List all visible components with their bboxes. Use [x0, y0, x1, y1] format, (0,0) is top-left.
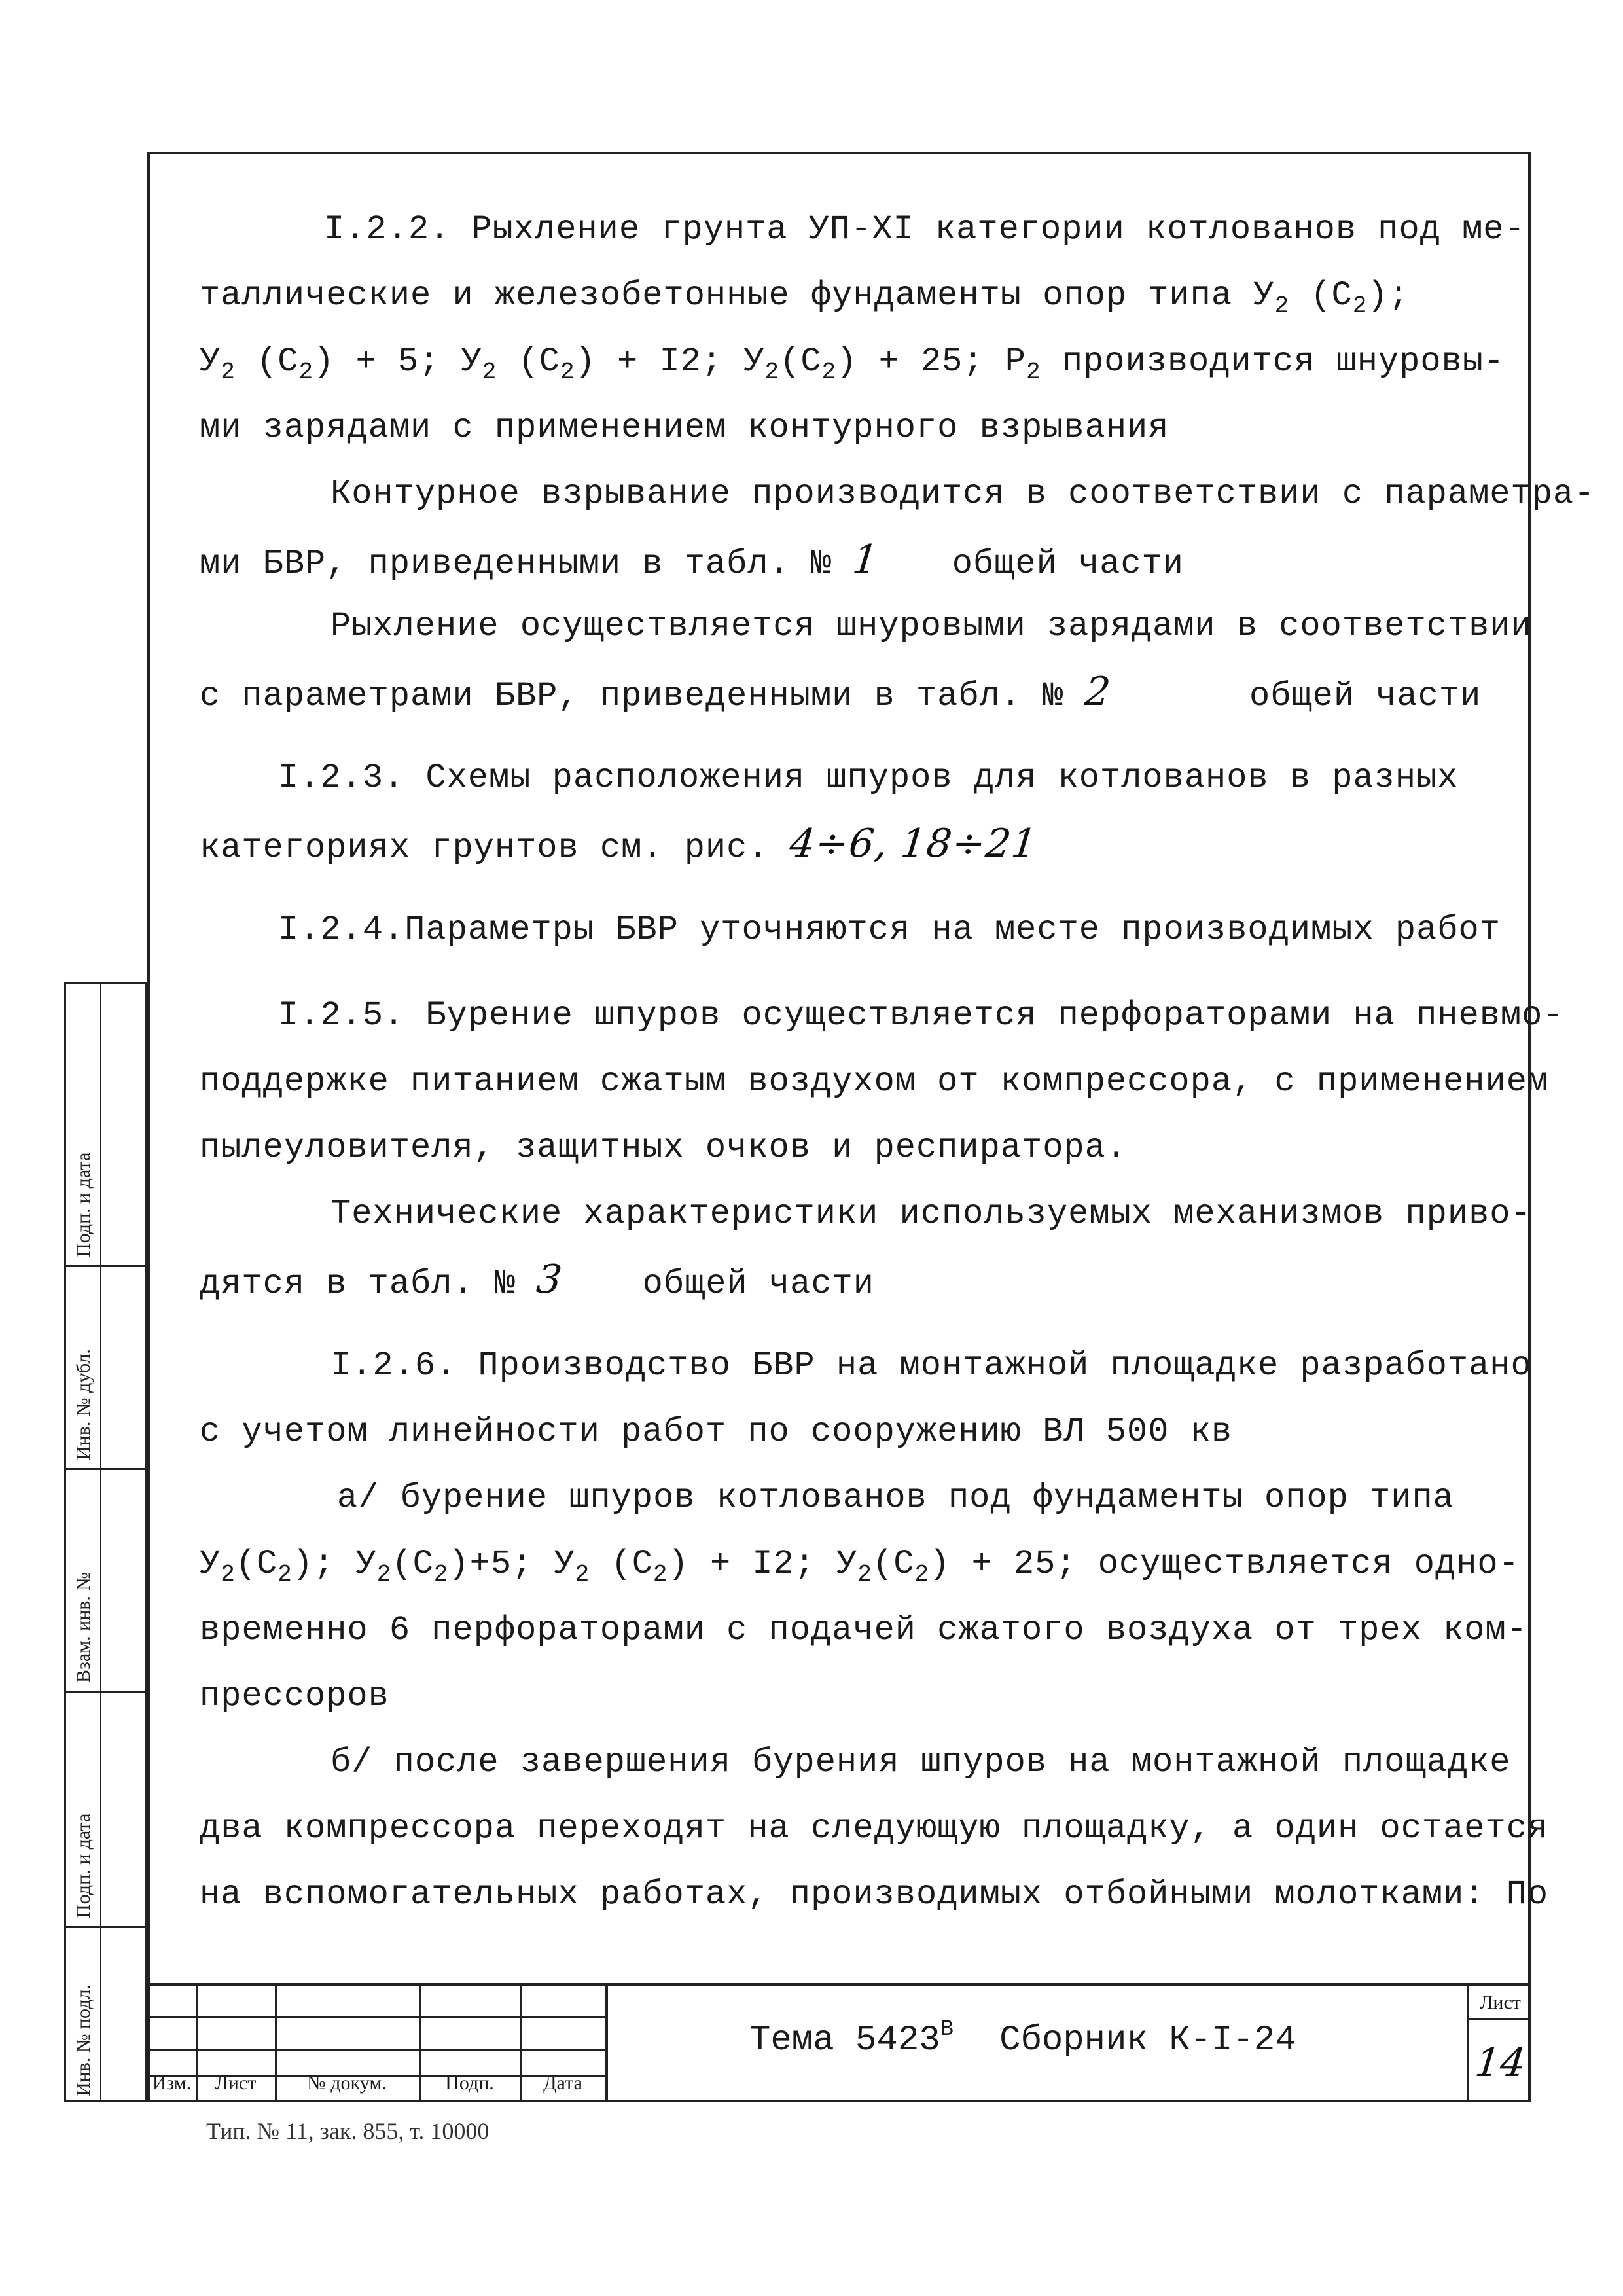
stamp-title: Тема $5423^В$ Сборник К-I-24 [749, 2017, 1296, 2060]
margin-strip [64, 982, 147, 2102]
stamp-col-date: Дата [543, 2072, 582, 2094]
handwritten-figure-numbers: 4÷6, 18÷21 [787, 821, 1040, 867]
s126-line2: с учетом линейности работ по сооружению ВЛ 500 кв [200, 1412, 1233, 1451]
s122-para2-line1: Контурное взрывание производится в соответствии с параметра- [330, 475, 1596, 513]
margin-cell-orig-inv: Инв. № подл. [73, 1984, 94, 2096]
s122-para2-line2: ми БВР, приведенными в табл. № 1 общей части [200, 527, 1505, 593]
s126-line1: I.2.6. Производство БВР на монтажной площадке разработано [330, 1346, 1532, 1385]
s125-line5: дятся в табл. № 3 общей части [200, 1247, 1505, 1313]
s122-line2: таллические и железобетонные фундаменты опор типа $У_2$ $(С_2)$; [200, 276, 1410, 319]
s126-a-line1: а/ бурение шпуров котлованов под фундаменты опор типа [337, 1479, 1454, 1517]
sheet-number-box [1467, 1986, 1531, 2100]
document-body [200, 196, 1596, 1928]
s125-line4: Технические характеристики используемых механизмов приво- [330, 1194, 1532, 1233]
s126-a-line3: временно 6 перфораторами с подачей сжатого воздуха от трех ком- [200, 1611, 1527, 1649]
s122-line4: ми зарядами с применением контурного взрывания [200, 408, 1169, 447]
stamp-col-doc: № докум. [307, 2072, 387, 2094]
s123-line2: категориях грунтов см. рис. 4÷6, 18÷21 [200, 811, 1505, 877]
s125-line1: I.2.5. Бурение шпуров осуществляется перфораторами на пневмо- [278, 996, 1564, 1035]
s126-b-line2: два компрессора переходят на следующую площадку, а один остается [200, 1809, 1549, 1848]
margin-cell-dup-inv: Инв. № дубл. [66, 1265, 145, 1470]
sheet-label: Лист [1469, 1992, 1531, 2020]
handwritten-table-number: 3 [534, 1257, 565, 1302]
stamp-col-sign: Подп. [445, 2072, 494, 2094]
s126-b-line1: б/ после завершения бурения шпуров на монтажной площадке [330, 1743, 1511, 1782]
s122-para3-line1: Рыхление осуществляется шнуровыми зарядами в соответствии [330, 607, 1532, 645]
print-info: Тип. № 11, зак. 855, т. 10000 [206, 2118, 490, 2144]
stamp-col-sheet: Лист [215, 2072, 257, 2094]
s122-line1: I.2.2. Рыхление грунта УП-XI категории котлованов под ме- [324, 210, 1525, 249]
s122-para3-line2: с параметрами БВР, приведенными в табл. № 2 общей части [200, 659, 1505, 725]
s125-line3: пылеуловителя, защитных очков и респиратора. [200, 1128, 1128, 1167]
s122-line3: $У_2$ $(С_2) + 5$; $У_2$ $(С_2) + I2$; $У_2(С_2) + 25$; $Р_2$ производится шнуровы- [200, 342, 1505, 386]
handwritten-table-number: 2 [1082, 669, 1113, 715]
margin-cell-sign-date: Подп. и дата [66, 984, 145, 1267]
margin-cell-sign-date-2: Подп. и дата [66, 1691, 145, 1928]
s124-line1: I.2.4.Параметры БВР уточняются на месте производимых работ [278, 910, 1501, 949]
s126-a-line4: прессоров [200, 1677, 389, 1715]
s125-line2: поддержке питанием сжатым воздухом от компрессора, с применением [200, 1062, 1549, 1101]
s126-a-line2: $У_2(С_2)$; $У_2(С_2)+5$; $У_2$ $(С_2) + I2$; $У_2(С_2) + 25$; осуществляется одно- [200, 1545, 1520, 1588]
title-block [147, 1983, 1531, 2102]
margin-cell-replace-inv: Взам. инв. № [66, 1468, 145, 1693]
s123-line1: I.2.3. Схемы расположения шпуров для котлованов в разных [278, 759, 1459, 797]
s126-b-line3: на вспомогательных работах, производимых отбойными молотками: По [200, 1875, 1549, 1914]
stamp-col-change: Изм. [152, 2072, 192, 2094]
handwritten-table-number: 1 [850, 537, 882, 583]
sheet-number: 14 [1472, 2040, 1528, 2086]
